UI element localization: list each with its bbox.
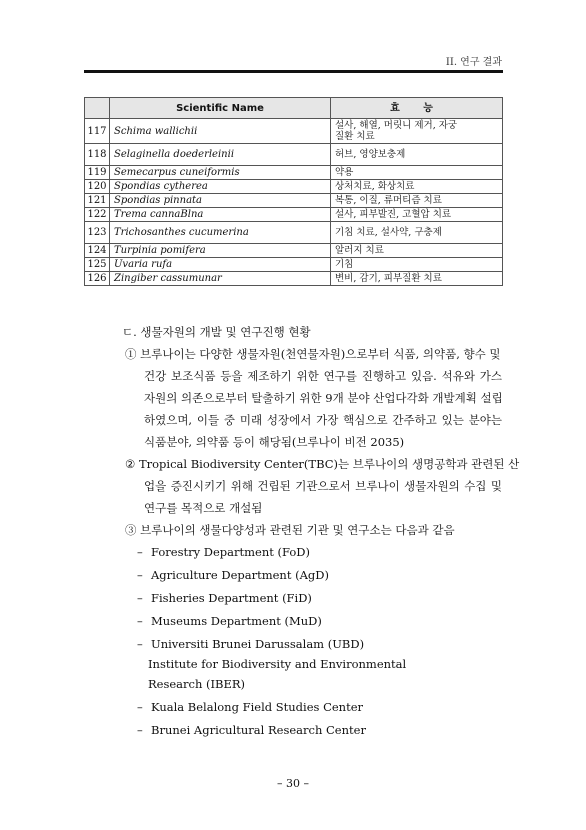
scientific-name: Spondias cytherea	[110, 180, 331, 194]
row-number: 117	[85, 119, 110, 144]
scientific-name: Spondias pinnata	[110, 194, 331, 208]
table-row	[85, 208, 503, 222]
header-rule	[84, 70, 503, 73]
scientific-name: Semecarpus cuneiformis	[110, 166, 331, 180]
institution-item	[137, 637, 364, 651]
institution-item	[137, 545, 310, 559]
effect-cell	[331, 272, 503, 286]
item2-line2: 업을 증진시키기 위해 건립된 기관으로서 브루나이 생물자원의 수집 및	[144, 479, 502, 493]
table-row	[85, 180, 503, 194]
item1-line2: 건강 보조식품 등을 제조하기 위한 연구를 진행하고 있음. 석유와 가스	[144, 369, 502, 383]
table-row	[85, 144, 503, 166]
table-row	[85, 222, 503, 244]
row-number: 119	[85, 166, 110, 180]
effect-cell	[331, 119, 503, 144]
institution-item	[137, 591, 312, 605]
effect-cell	[331, 258, 503, 272]
item2-line1: ② Tropical Biodiversity Center(TBC)는 브루나이의 생명공학과 관련된 산	[125, 457, 520, 471]
row-number: 118	[85, 144, 110, 166]
item2-line3: 연구를 목적으로 개설됨	[144, 501, 263, 515]
table-row	[85, 258, 503, 272]
item3-line: ③ 브루나이의 생물다양성과 관련된 기관 및 연구소는 다음과 같음	[125, 523, 455, 537]
col-header-number	[85, 98, 110, 119]
effect-cell	[331, 222, 503, 244]
table-row	[85, 119, 503, 144]
row-number: 124	[85, 244, 110, 258]
effect-line: 변비, 감기, 피부질환 치료	[335, 273, 442, 284]
dash-mark: –	[137, 723, 143, 737]
running-header: II. 연구 결과	[445, 57, 502, 68]
table-body	[85, 119, 503, 286]
effect-cell	[331, 144, 503, 166]
dash-mark: –	[137, 637, 143, 651]
institution-name: Forestry Department (FoD)	[151, 545, 310, 559]
item1-line5: 식품분야, 의약품 등이 해당됨(브루나이 비전 2035)	[144, 435, 405, 449]
row-number: 120	[85, 180, 110, 194]
scientific-name: Turpinia pomifera	[110, 244, 331, 258]
col-header-effect: 효 능	[331, 98, 503, 119]
col-header-scientific-name: Scientific Name	[110, 98, 331, 119]
row-number: 121	[85, 194, 110, 208]
effect-line: 설사, 해열, 머릿니 제거, 자궁	[335, 120, 458, 131]
scientific-name-table	[84, 97, 503, 286]
scientific-name: Uvaria rufa	[110, 258, 331, 272]
table-header-row	[85, 98, 503, 119]
scientific-name: Trichosanthes cucumerina	[110, 222, 331, 244]
effect-line: 설사, 피부발진, 고혈압 치료	[335, 209, 452, 220]
dash-mark: –	[137, 614, 143, 628]
section-title: ㄷ. 생물자원의 개발 및 연구진행 현황	[122, 325, 311, 339]
institution-name: Kuala Belalong Field Studies Center	[151, 700, 364, 714]
item1-line1: ① 브루나이는 다양한 생물자원(천연물자원)으로부터 식품, 의약품, 향수 및	[125, 347, 501, 361]
effect-cell	[331, 180, 503, 194]
effect-line: 상처치료, 화상치료	[335, 181, 415, 192]
table-row	[85, 272, 503, 286]
scientific-name: Zingiber cassumunar	[110, 272, 331, 286]
row-number: 122	[85, 208, 110, 222]
effect-line: 알러지 치료	[335, 245, 384, 256]
scientific-name: Schima wallichii	[110, 119, 331, 144]
scientific-name: Selaginella doederleinii	[110, 144, 331, 166]
item1-line4: 하였으며, 이들 중 미래 성장에서 가장 핵심으로 간주하고 있는 분야는	[144, 413, 502, 427]
dash-mark: –	[137, 545, 143, 559]
item1-line3: 자원의 의존으로부터 탈출하기 위한 9개 분야 산업다각화 개발계획 설립	[144, 391, 503, 405]
table-row	[85, 166, 503, 180]
effect-line: 허브, 영양보충제	[335, 149, 406, 160]
ubd-sub-line1: Institute for Biodiversity and Environmental	[148, 657, 407, 671]
scientific-name: Trema cannaBlna	[110, 208, 331, 222]
page-number: – 30 –	[277, 777, 309, 790]
effect-cell	[331, 244, 503, 258]
institution-name: Agriculture Department (AgD)	[151, 568, 329, 582]
institution-name: Museums Department (MuD)	[151, 614, 322, 628]
effect-cell	[331, 208, 503, 222]
effect-line: 기침	[335, 259, 354, 270]
dash-mark: –	[137, 568, 143, 582]
row-number: 125	[85, 258, 110, 272]
institution-item	[137, 614, 322, 628]
institution-item	[137, 568, 329, 582]
institution-name: Universiti Brunei Darussalam (UBD)	[151, 637, 365, 651]
institution-item	[137, 700, 363, 714]
row-number: 126	[85, 272, 110, 286]
institution-name: Fisheries Department (FiD)	[151, 591, 312, 605]
effect-cell	[331, 166, 503, 180]
table-row	[85, 244, 503, 258]
effect-line: 질환 치료	[335, 131, 375, 142]
dash-mark: –	[137, 591, 143, 605]
effect-line: 약용	[335, 167, 354, 178]
effect-line: 복통, 이질, 류머티즘 치료	[335, 195, 442, 206]
dash-mark: –	[137, 700, 143, 714]
institution-name: Brunei Agricultural Research Center	[151, 723, 366, 737]
effect-line: 기침 치료, 설사약, 구충제	[335, 227, 442, 238]
table-row	[85, 194, 503, 208]
row-number: 123	[85, 222, 110, 244]
ubd-sub-line2: Research (IBER)	[148, 677, 246, 691]
institution-item	[137, 723, 366, 737]
effect-cell	[331, 194, 503, 208]
